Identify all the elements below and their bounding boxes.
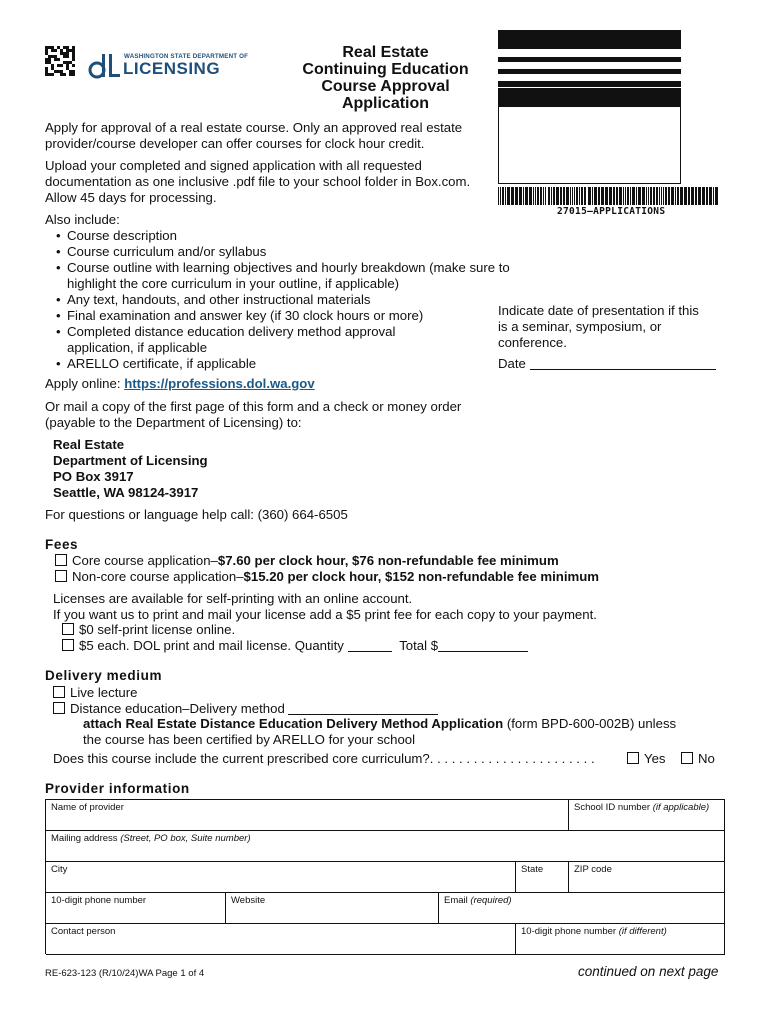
live-lecture-option[interactable]: Live lecture <box>53 685 137 701</box>
form-id: RE-623-123 (R/10/24)WA Page 1 of 4 <box>45 968 205 979</box>
continued-note: continued on next page <box>578 964 719 979</box>
presentation-note: Indicate date of presentation if this is a seminar, symposium, or conference. <box>498 303 699 350</box>
dol-print-option[interactable]: $5 each. DOL print and mail license. Quantity Total $ <box>62 638 528 654</box>
list-item: • Course description <box>45 228 515 244</box>
date-field[interactable] <box>498 356 716 372</box>
zip-field[interactable]: ZIP code <box>569 862 725 893</box>
office-use-box <box>498 30 681 183</box>
phone-field[interactable]: 10-digit phone number <box>46 893 226 924</box>
quantity-input[interactable] <box>348 639 392 652</box>
list-item: • Course curriculum and/or syllabus <box>45 244 515 260</box>
core-fee-checkbox[interactable] <box>55 554 67 566</box>
date-input[interactable] <box>530 357 716 370</box>
help-line: For questions or language help call: (360) 664-6505 <box>45 507 348 522</box>
upload-paragraph: Upload your completed and signed application with all requested documentation as one inclusive .pdf file to your school folder in Box.com. Allow 45 days for processing. <box>45 158 471 205</box>
also-include-list: Also include: • Course description • Course curriculum and/or syllabus • Course outline with learning objectives and hourly breakdown (make sure to highlight the core curriculum in your outline, if applicable) • Any text, handouts, and other instructional materials • Final examination and answer key (if 30 clock hours or more) • Completed distance education delivery method approval application, if applicable • ARELLO certificate, if applicable <box>45 212 515 372</box>
mailing-address: Real Estate Department of Licensing PO Box 3917 Seattle, WA 98124-3917 <box>53 437 208 500</box>
intro-paragraph: Apply for approval of a real estate course. Only an approved real estate provider/course developer can offer courses for clock hour credit. <box>45 120 463 151</box>
self-print-checkbox[interactable] <box>62 623 74 635</box>
distance-option[interactable]: Distance education–Delivery method <box>53 701 438 717</box>
core-fee-option[interactable]: Core course application–$7.60 per clock hour, $76 non-refundable fee minimum <box>55 553 559 569</box>
barcode-icon <box>498 187 720 205</box>
licensing-logo: WASHINGTON STATE DEPARTMENT OF LICENSING <box>88 50 233 80</box>
list-item: • Final examination and answer key (if 30 clock hours or more) <box>45 308 515 324</box>
website-field[interactable]: Website <box>226 893 439 924</box>
noncore-fee-checkbox[interactable] <box>55 570 67 582</box>
state-field[interactable]: State <box>516 862 569 893</box>
yes-option[interactable]: Yes <box>627 751 666 767</box>
provider-table <box>45 799 725 954</box>
fees-heading: Fees <box>45 537 79 552</box>
list-item: • Course outline with learning objectives and hourly breakdown (make sure to highlight the core curriculum in your outline, if applicable) <box>45 260 517 292</box>
delivery-method-input[interactable] <box>288 702 438 715</box>
core-curriculum-question: Does this course include the current prescribed core curriculum?. . . . . . . . . . . . . . . . . . . . . . . <box>53 751 595 766</box>
noncore-fee-option[interactable]: Non-core course application–$15.20 per clock hour, $152 non-refundable fee minimum <box>55 569 599 585</box>
licenses-note-1: Licenses are available for self-printing with an online account. <box>53 591 413 606</box>
dol-print-checkbox[interactable] <box>62 639 74 651</box>
mail-instructions: Or mail a copy of the first page of this form and a check or money order (payable to the Department of Licensing) to: <box>45 399 462 430</box>
email-field[interactable]: Email (required) <box>439 893 725 924</box>
contact-person-field[interactable]: Contact person <box>46 924 516 955</box>
no-checkbox[interactable] <box>681 752 693 764</box>
list-item: • Any text, handouts, and other instructional materials <box>45 292 515 308</box>
distance-checkbox[interactable] <box>53 702 65 714</box>
list-item: • Completed distance education delivery method approval application, if applicable <box>45 324 427 356</box>
provider-name-field[interactable]: Name of provider <box>46 800 569 831</box>
dol-logo-icon <box>88 50 122 80</box>
list-item: • ARELLO certificate, if applicable <box>45 356 515 372</box>
live-lecture-checkbox[interactable] <box>53 686 65 698</box>
barcode-label: 27015–APPLICATIONS <box>557 206 666 217</box>
provider-heading: Provider information <box>45 781 190 796</box>
total-input[interactable] <box>438 639 528 652</box>
attach-note-2: the course has been certified by ARELLO for your school <box>83 732 416 747</box>
mailing-address-field[interactable]: Mailing address (Street, PO box, Suite number) <box>46 831 725 862</box>
date-label: Date <box>498 356 526 371</box>
yes-checkbox[interactable] <box>627 752 639 764</box>
page-title: Real Estate Continuing Education Course Approval Application <box>302 44 469 112</box>
apply-online-link[interactable]: https://professions.dol.wa.gov <box>124 376 315 391</box>
self-print-option[interactable]: $0 self-print license online. <box>62 622 235 638</box>
qr-code-icon <box>45 45 75 77</box>
attach-note: attach Real Estate Distance Education Delivery Method Application (form BPD-600-002B) unless <box>83 716 677 731</box>
delivery-heading: Delivery medium <box>45 668 163 683</box>
no-option[interactable]: No <box>681 751 715 767</box>
licenses-note-2: If you want us to print and mail your license add a $5 print fee for each copy to your payment. <box>53 607 597 622</box>
apply-online: Apply online: https://professions.dol.wa.gov <box>45 376 315 391</box>
alt-phone-field[interactable]: 10-digit phone number (if different) <box>516 924 725 955</box>
school-id-field[interactable]: School ID number (if applicable) <box>569 800 725 831</box>
city-field[interactable]: City <box>46 862 516 893</box>
